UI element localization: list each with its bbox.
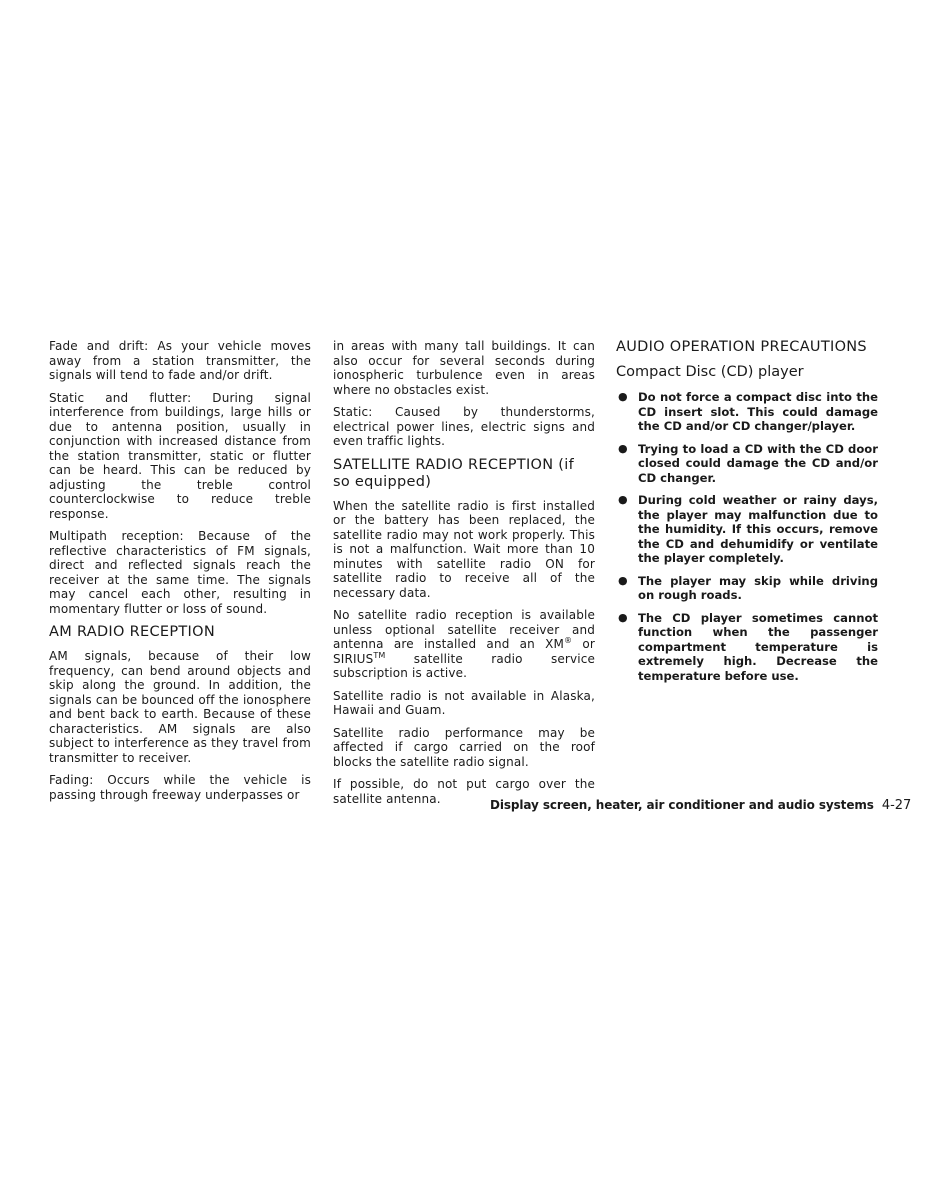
list-item [616,611,878,684]
list-item [616,493,878,566]
list-item-text: During cold weather or rainy days, the player may malfunction due to the humidity. If this occurs, remove the CD and dehumidify or ventilate the player completely. [638,493,878,565]
bullet-icon: ● [618,610,628,624]
paragraph-static: Static: Caused by thunderstorms, electrical power lines, electric signs and even traffic lights. [333,405,595,448]
paragraph-satellite-cargo: If possible, do not put cargo over the satellite antenna. [333,777,595,806]
paragraph-fading: Fading: Occurs while the vehicle is passing through freeway underpasses or [49,773,311,802]
subscription-text-a: No satellite radio reception is available unless optional satellite receiver and antenna are installed and an XM [333,608,595,651]
heading-satellite-radio: SATELLITE RADIO RECEPTION (if so equipped) [333,456,574,490]
list-item [616,390,878,434]
bullet-icon: ● [618,441,628,455]
column-right [616,339,878,691]
subscription-text-c: satellite radio service subscription is active. [333,651,595,680]
bullet-icon: ● [618,390,628,403]
paragraph-fading-cont: in areas with many tall buildings. It can also occur for several seconds during ionospheric turbulence even in areas where no obstacles exist. [333,339,595,397]
list-item-text: The player may skip while driving on rough roads. [638,573,878,602]
paragraph-satellite-install: When the satellite radio is first installed or the battery has been replaced, the satellite radio may not work properly. This is not a malfunction. Wait more than 10 minutes with satellite radio ON for satellite radio to receive all of the necessary data. [333,498,595,600]
column-middle [333,339,595,814]
paragraph-multipath: Multipath reception: Because of the reflective characteristics of FM signals, direct and reflected signals reach the receiver at the same time. The signals may cancel each other, resulting in momentary flutter or loss of sound. [49,529,311,616]
subheading-cd-player: Compact Disc (CD) player [616,364,804,380]
subscription-text-b: or SIRIUS [333,637,595,666]
page-footer [490,797,912,814]
heading-audio-precautions: AUDIO OPERATION PRECAUTIONS [616,339,867,355]
bullet-icon: ● [618,493,628,506]
list-item-text: Trying to load a CD with the CD door closed could damage the CD and/or CD changer. [638,441,878,485]
registered-mark: ® [564,636,573,645]
list-item-text: The CD player sometimes cannot function when the passenger compartment temperature is extremely high. Decrease the temperature before use. [638,610,878,683]
list-item [616,574,878,603]
cd-precautions-list [616,390,878,683]
list-item-text: Do not force a compact disc into the CD insert slot. This could damage the CD and/or CD changer/player. [638,390,878,433]
paragraph-satellite-subscription [333,608,595,681]
paragraph-fade-drift: Fade and drift: As your vehicle moves away from a station transmitter, the signals will tend to fade and/or drift. [49,339,311,382]
paragraph-am-signals: AM signals, because of their low frequency, can bend around objects and skip along the ground. In addition, the signals can be bounced off the ionosphere and bent back to earth. Because of these characteristics. AM signals are also subject to interference as they travel from transmitter to receiver. [49,649,311,765]
trademark-mark: TM [373,650,386,660]
footer-section-title: Display screen, heater, air conditioner and audio systems [490,798,874,812]
paragraph-satellite-performance: Satellite radio performance may be affected if cargo carried on the roof blocks the satellite radio signal. [333,725,595,769]
bullet-icon: ● [618,573,628,587]
column-left [49,339,311,810]
list-item [616,442,878,486]
paragraph-static-flutter: Static and flutter: During signal interference from buildings, large hills or due to antenna position, usually in conjunction with increased distance from the station transmitter, static or flutter can be heard. This can be reduced by adjusting the treble control counterclockwise to reduce treble response. [49,390,311,521]
paragraph-satellite-availability: Satellite radio is not available in Alaska, Hawaii and Guam. [333,688,595,717]
page-number: 4-27 [881,798,912,813]
heading-am-radio: AM RADIO RECEPTION [49,624,215,640]
